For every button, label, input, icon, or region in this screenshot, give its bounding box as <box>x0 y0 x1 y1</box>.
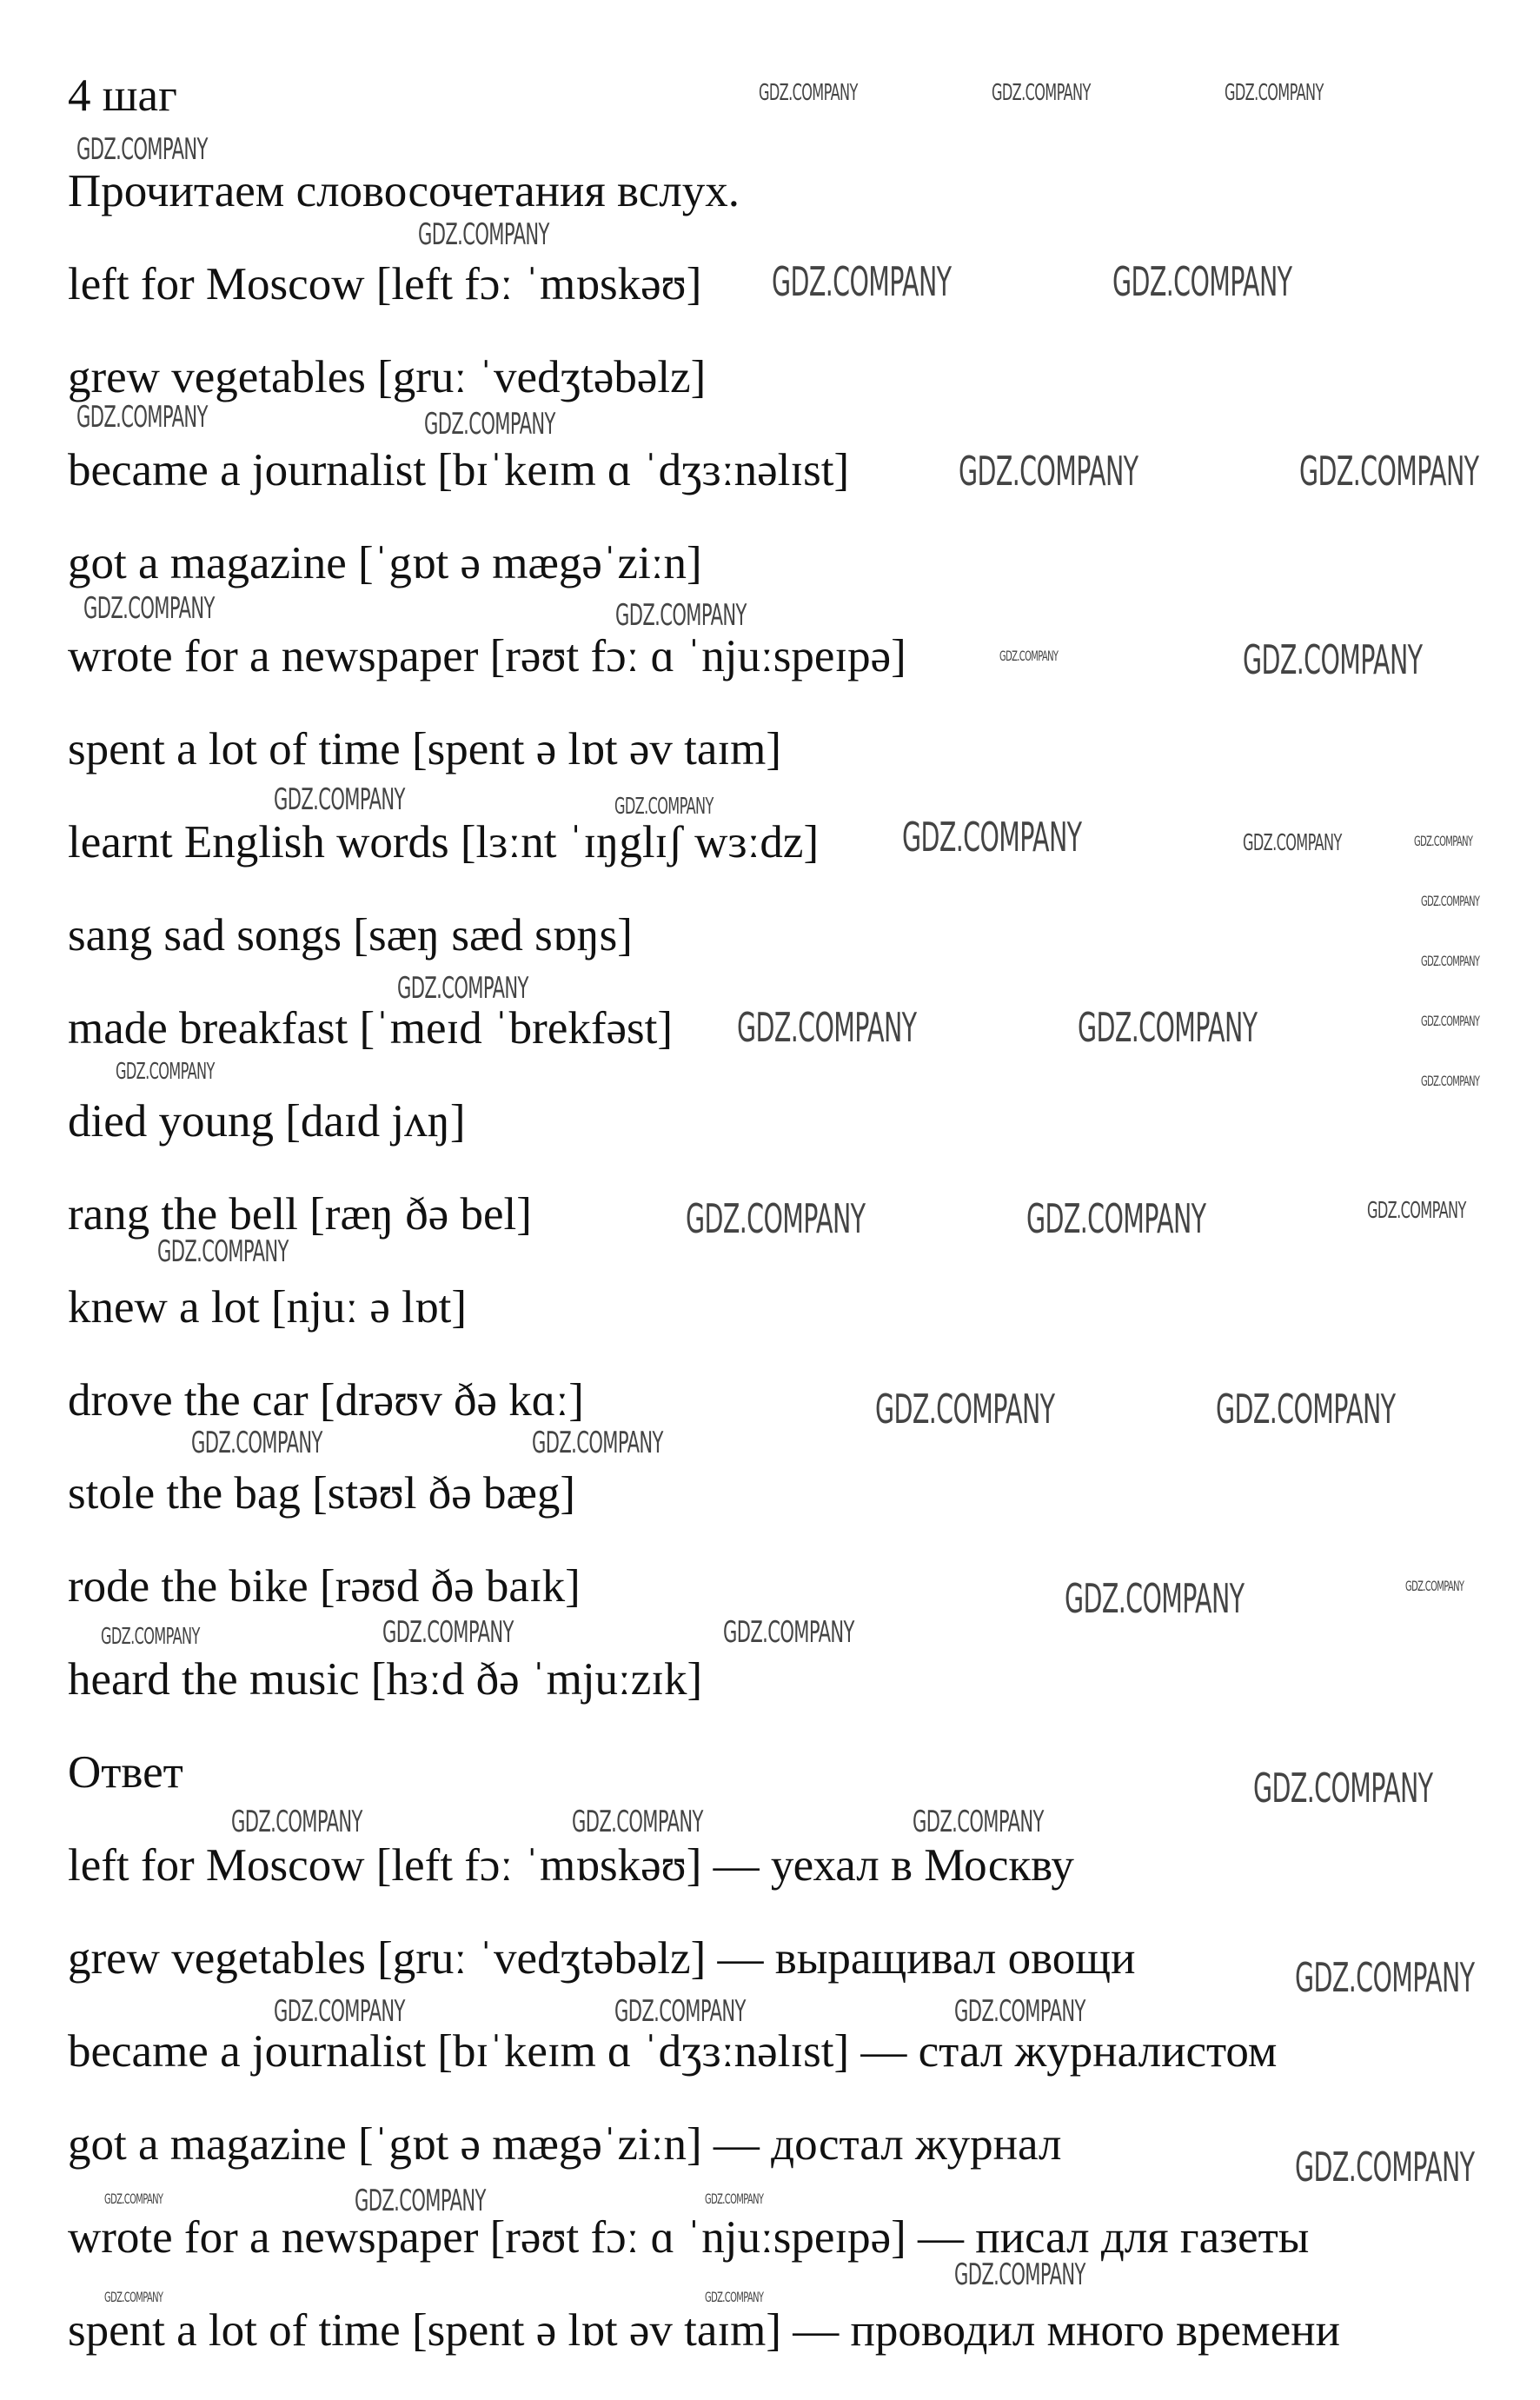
phrase-line: stole the bag [stəʊl ðə bæg] <box>68 1468 575 1519</box>
watermark: GDZ.COMPANY <box>231 1805 362 1839</box>
watermark: GDZ.COMPANY <box>1421 1013 1480 1029</box>
watermark: GDZ.COMPANY <box>705 2191 764 2207</box>
answer-line: grew vegetables [gruː ˈvedʒtəbəlz] — выращивал овощи <box>68 1933 1136 1984</box>
answer-line: spent a lot of time [spent ə lɒt əv taɪm] — проводил много времени <box>68 2305 1340 2356</box>
watermark: GDZ.COMPANY <box>999 648 1059 664</box>
watermark: GDZ.COMPANY <box>101 1624 200 1650</box>
watermark: GDZ.COMPANY <box>1026 1195 1206 1242</box>
watermark: GDZ.COMPANY <box>1112 258 1292 305</box>
phrase-line: made breakfast [ˈmeɪd ˈbrekfəst] <box>68 1003 674 1054</box>
watermark: GDZ.COMPANY <box>913 1805 1044 1839</box>
watermark: GDZ.COMPANY <box>76 132 208 167</box>
watermark: GDZ.COMPANY <box>274 782 405 817</box>
watermark: GDZ.COMPANY <box>954 2257 1085 2292</box>
watermark: GDZ.COMPANY <box>723 1615 854 1650</box>
watermark: GDZ.COMPANY <box>759 80 858 106</box>
answer-heading: Ответ <box>68 1747 183 1798</box>
phrase-line: sang sad songs [sæŋ sæd sɒŋs] <box>68 910 633 961</box>
phrase-line: became a journalist [bɪˈkeɪm ɑ ˈdʒɜːnəlɪst] <box>68 445 850 495</box>
watermark: GDZ.COMPANY <box>875 1386 1055 1433</box>
watermark: GDZ.COMPANY <box>1367 1198 1466 1224</box>
answer-line: got a magazine [ˈgɒt ə mægəˈziːn] — достал журнал <box>68 2119 1062 2170</box>
watermark: GDZ.COMPANY <box>1295 2144 1475 2191</box>
answer-line: wrote for a newspaper [rəʊt fɔː ɑ ˈnjuːspeɪpə] — писал для газеты <box>68 2212 1310 2263</box>
watermark: GDZ.COMPANY <box>1421 893 1480 909</box>
watermark: GDZ.COMPANY <box>418 217 549 252</box>
phrase-line: died young [daɪd jʌŋ] <box>68 1096 466 1147</box>
watermark: GDZ.COMPANY <box>572 1805 703 1839</box>
watermark: GDZ.COMPANY <box>992 80 1091 106</box>
watermark: GDZ.COMPANY <box>397 971 528 1006</box>
phrase-line: drove the car [drəʊv ðə kɑː] <box>68 1375 584 1426</box>
phrase-line: heard the music [hɜːd ðə ˈmjuːzɪk] <box>68 1654 703 1705</box>
step-heading: 4 шаг <box>68 70 177 121</box>
watermark: GDZ.COMPANY <box>959 448 1138 495</box>
watermark: GDZ.COMPANY <box>615 598 747 633</box>
phrase-line: learnt English words [lɜːnt ˈɪŋglɪʃ wɜːdz] <box>68 817 820 868</box>
watermark: GDZ.COMPANY <box>1295 1954 1475 2001</box>
watermark: GDZ.COMPANY <box>686 1195 866 1242</box>
watermark: GDZ.COMPANY <box>1421 953 1480 969</box>
phrase-line: knew a lot [njuː ə lɒt] <box>68 1282 467 1333</box>
phrase-line: rang the bell [ræŋ ðə bel] <box>68 1189 532 1240</box>
watermark: GDZ.COMPANY <box>1421 1073 1480 1089</box>
watermark: GDZ.COMPANY <box>1243 830 1342 856</box>
watermark: GDZ.COMPANY <box>274 1994 405 2029</box>
watermark: GDZ.COMPANY <box>1243 636 1423 683</box>
watermark: GDZ.COMPANY <box>1078 1004 1258 1051</box>
watermark: GDZ.COMPANY <box>104 2289 163 2305</box>
phrase-line: got a magazine [ˈgɒt ə mægəˈziːn] <box>68 538 702 588</box>
watermark: GDZ.COMPANY <box>614 794 714 820</box>
answer-line: left for Moscow [left fɔː ˈmɒskəʊ] — уехал в Москву <box>68 1840 1074 1891</box>
watermark: GDZ.COMPANY <box>954 1994 1085 2029</box>
watermark: GDZ.COMPANY <box>737 1004 917 1051</box>
watermark: GDZ.COMPANY <box>1405 1578 1464 1594</box>
watermark: GDZ.COMPANY <box>104 2191 163 2207</box>
watermark: GDZ.COMPANY <box>532 1426 663 1460</box>
watermark: GDZ.COMPANY <box>191 1426 322 1460</box>
watermark: GDZ.COMPANY <box>1414 833 1473 849</box>
watermark: GDZ.COMPANY <box>355 2184 486 2218</box>
phrase-line: left for Moscow [left fɔː ˈmɒskəʊ] <box>68 259 702 309</box>
watermark: GDZ.COMPANY <box>772 258 952 305</box>
watermark: GDZ.COMPANY <box>1065 1575 1245 1622</box>
watermark: GDZ.COMPANY <box>382 1615 514 1650</box>
watermark: GDZ.COMPANY <box>1225 80 1324 106</box>
watermark: GDZ.COMPANY <box>116 1059 215 1085</box>
phrase-line: spent a lot of time [spent ə lɒt əv taɪm] <box>68 724 782 775</box>
phrase-line: wrote for a newspaper [rəʊt fɔː ɑ ˈnjuːspeɪpə] <box>68 631 906 681</box>
answer-line: became a journalist [bɪˈkeɪm ɑ ˈdʒɜːnəlɪst] — стал журналистом <box>68 2026 1278 2077</box>
watermark: GDZ.COMPANY <box>614 1994 746 2029</box>
phrase-line: grew vegetables [gruː ˈvedʒtəbəlz] <box>68 352 707 402</box>
watermark: GDZ.COMPANY <box>1299 448 1479 495</box>
watermark: GDZ.COMPANY <box>902 814 1082 861</box>
watermark: GDZ.COMPANY <box>424 407 555 442</box>
watermark: GDZ.COMPANY <box>1216 1386 1396 1433</box>
watermark: GDZ.COMPANY <box>157 1234 289 1269</box>
watermark: GDZ.COMPANY <box>705 2289 764 2305</box>
watermark: GDZ.COMPANY <box>76 400 208 435</box>
watermark: GDZ.COMPANY <box>83 591 215 626</box>
instruction-text: Прочитаем словосочетания вслух. <box>68 166 740 216</box>
phrase-line: rode the bike [rəʊd ðə baɪk] <box>68 1561 581 1612</box>
watermark: GDZ.COMPANY <box>1253 1765 1433 1812</box>
